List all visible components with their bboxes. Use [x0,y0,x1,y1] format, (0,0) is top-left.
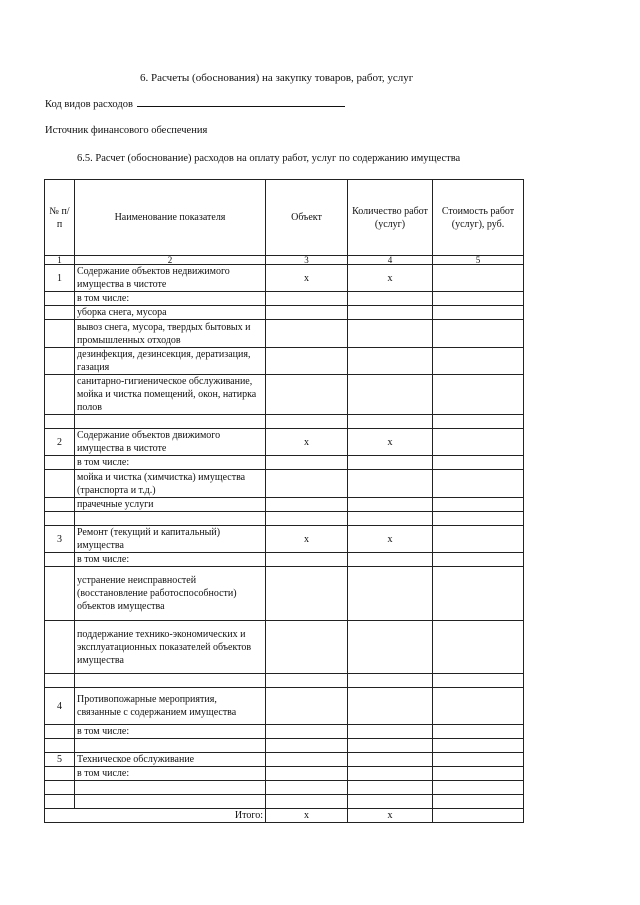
col-number-4: 4 [348,256,433,265]
table-row [45,512,524,526]
row-cost [433,795,524,809]
row-quantity [348,621,433,674]
row-number [45,567,75,621]
row-quantity [348,320,433,348]
row-cost [433,781,524,795]
funding-source-label: Источник финансового обеспечения [45,125,208,136]
row-object: x [266,429,348,456]
row-cost [433,512,524,526]
row-cost [433,674,524,688]
table-row [45,526,524,553]
row-quantity [348,739,433,753]
header-number: № п/п [45,180,75,256]
row-quantity [348,292,433,306]
row-number [45,621,75,674]
calculation-table [44,179,524,823]
row-number [45,795,75,809]
row-number: 1 [45,265,75,292]
row-quantity: x [348,526,433,553]
row-name [75,512,266,526]
document-title: 6. Расчеты (обоснования) на закупку товаров, работ, услуг [140,72,414,84]
table-row [45,375,524,415]
row-number [45,320,75,348]
row-name [75,415,266,429]
row-name: дезинфекция, дезинсекция, дератизация, газация [75,348,266,375]
row-cost [433,429,524,456]
row-object [266,688,348,725]
row-name: Ремонт (текущий и капитальный) имущества [75,526,266,553]
row-number [45,512,75,526]
table-row [45,725,524,739]
row-object [266,739,348,753]
row-object [266,553,348,567]
row-object: x [266,265,348,292]
header-name: Наименование показателя [75,180,266,256]
row-number [45,498,75,512]
row-number [45,767,75,781]
table-row [45,795,524,809]
row-object [266,725,348,739]
header-quantity: Количество работ (услуг) [348,180,433,256]
table-row [45,767,524,781]
row-cost [433,320,524,348]
row-quantity [348,674,433,688]
table-row [45,470,524,498]
row-name [75,739,266,753]
row-number [45,725,75,739]
col-number-1: 1 [45,256,75,265]
row-cost [433,767,524,781]
row-name [75,795,266,809]
row-cost [433,753,524,767]
table-row [45,265,524,292]
col-number-3: 3 [266,256,348,265]
table-row [45,292,524,306]
table-row [45,781,524,795]
table-row [45,739,524,753]
row-quantity [348,470,433,498]
row-quantity [348,456,433,470]
row-object [266,320,348,348]
row-quantity [348,781,433,795]
col-number-2: 2 [75,256,266,265]
row-name: устранение неисправностей (восстановление работоспособности) объектов имущества [75,567,266,621]
row-cost [433,292,524,306]
row-name: уборка снега, мусора [75,306,266,320]
row-name: в том числе: [75,292,266,306]
column-number-row [45,256,524,265]
row-cost [433,470,524,498]
row-quantity [348,767,433,781]
table-row [45,320,524,348]
row-name: в том числе: [75,553,266,567]
row-quantity [348,567,433,621]
row-number: 5 [45,753,75,767]
table-row [45,456,524,470]
row-name: в том числе: [75,456,266,470]
row-number [45,292,75,306]
total-object: x [266,809,348,823]
row-quantity [348,306,433,320]
row-object [266,767,348,781]
header-cost: Стоимость работ (услуг), руб. [433,180,524,256]
row-number [45,553,75,567]
row-cost [433,526,524,553]
expense-code-label: Код видов расходов [45,99,133,110]
row-name: санитарно-гигиеническое обслуживание, мойка и чистка помещений, окон, натирка полов [75,375,266,415]
total-label: Итого: [45,809,266,823]
row-cost [433,688,524,725]
row-number [45,306,75,320]
table-row [45,553,524,567]
row-name: Противопожарные мероприятия, связанные с содержанием имущества [75,688,266,725]
row-object [266,795,348,809]
row-quantity: x [348,265,433,292]
table-row [45,429,524,456]
table-row [45,674,524,688]
row-number [45,348,75,375]
row-object [266,512,348,526]
col-number-5: 5 [433,256,524,265]
row-name [75,674,266,688]
row-object [266,674,348,688]
header-object: Объект [266,180,348,256]
row-cost [433,621,524,674]
row-quantity [348,553,433,567]
row-number [45,781,75,795]
row-number [45,375,75,415]
row-cost [433,306,524,320]
row-object [266,415,348,429]
row-object [266,753,348,767]
row-object [266,348,348,375]
table-row [45,567,524,621]
row-quantity [348,795,433,809]
total-quantity: x [348,809,433,823]
row-name [75,781,266,795]
row-object [266,567,348,621]
row-cost [433,348,524,375]
expense-code-blank [137,97,345,107]
total-row [45,809,524,823]
row-object [266,621,348,674]
row-object [266,470,348,498]
row-cost [433,415,524,429]
table-row [45,753,524,767]
row-cost [433,498,524,512]
row-cost [433,553,524,567]
row-name: Содержание объектов недвижимого имущества в чистоте [75,265,266,292]
row-name: в том числе: [75,767,266,781]
row-number [45,415,75,429]
total-cost [433,809,524,823]
row-cost [433,739,524,753]
row-name: поддержание технико-экономических и эксплуатационных показателей объектов имущества [75,621,266,674]
row-object [266,456,348,470]
row-quantity: x [348,429,433,456]
row-object [266,375,348,415]
row-number: 4 [45,688,75,725]
row-quantity [348,348,433,375]
row-quantity [348,415,433,429]
row-cost [433,567,524,621]
table-body [45,265,524,823]
row-cost [433,725,524,739]
row-object [266,306,348,320]
row-cost [433,375,524,415]
table-row [45,688,524,725]
row-quantity [348,375,433,415]
row-name: прачечные услуги [75,498,266,512]
section-subtitle: 6.5. Расчет (обоснование) расходов на оплату работ, услуг по содержанию имущества [77,153,461,164]
row-quantity [348,688,433,725]
row-name: Техническое обслуживание [75,753,266,767]
row-cost [433,456,524,470]
row-object [266,781,348,795]
row-name: Содержание объектов движимого имущества в чистоте [75,429,266,456]
row-number [45,470,75,498]
table-row [45,306,524,320]
row-name: мойка и чистка (химчистка) имущества (транспорта и т.д.) [75,470,266,498]
row-name: в том числе: [75,725,266,739]
row-object [266,498,348,512]
expense-code-line [45,97,345,110]
table-row [45,415,524,429]
row-quantity [348,753,433,767]
row-number [45,739,75,753]
row-cost [433,265,524,292]
row-number: 3 [45,526,75,553]
row-object [266,292,348,306]
row-name: вывоз снега, мусора, твердых бытовых и промышленных отходов [75,320,266,348]
table-row [45,348,524,375]
row-quantity [348,498,433,512]
row-number [45,456,75,470]
table-row [45,621,524,674]
row-object: x [266,526,348,553]
row-number: 2 [45,429,75,456]
row-quantity [348,512,433,526]
row-number [45,674,75,688]
table-header-row [45,180,524,256]
row-quantity [348,725,433,739]
table-row [45,498,524,512]
